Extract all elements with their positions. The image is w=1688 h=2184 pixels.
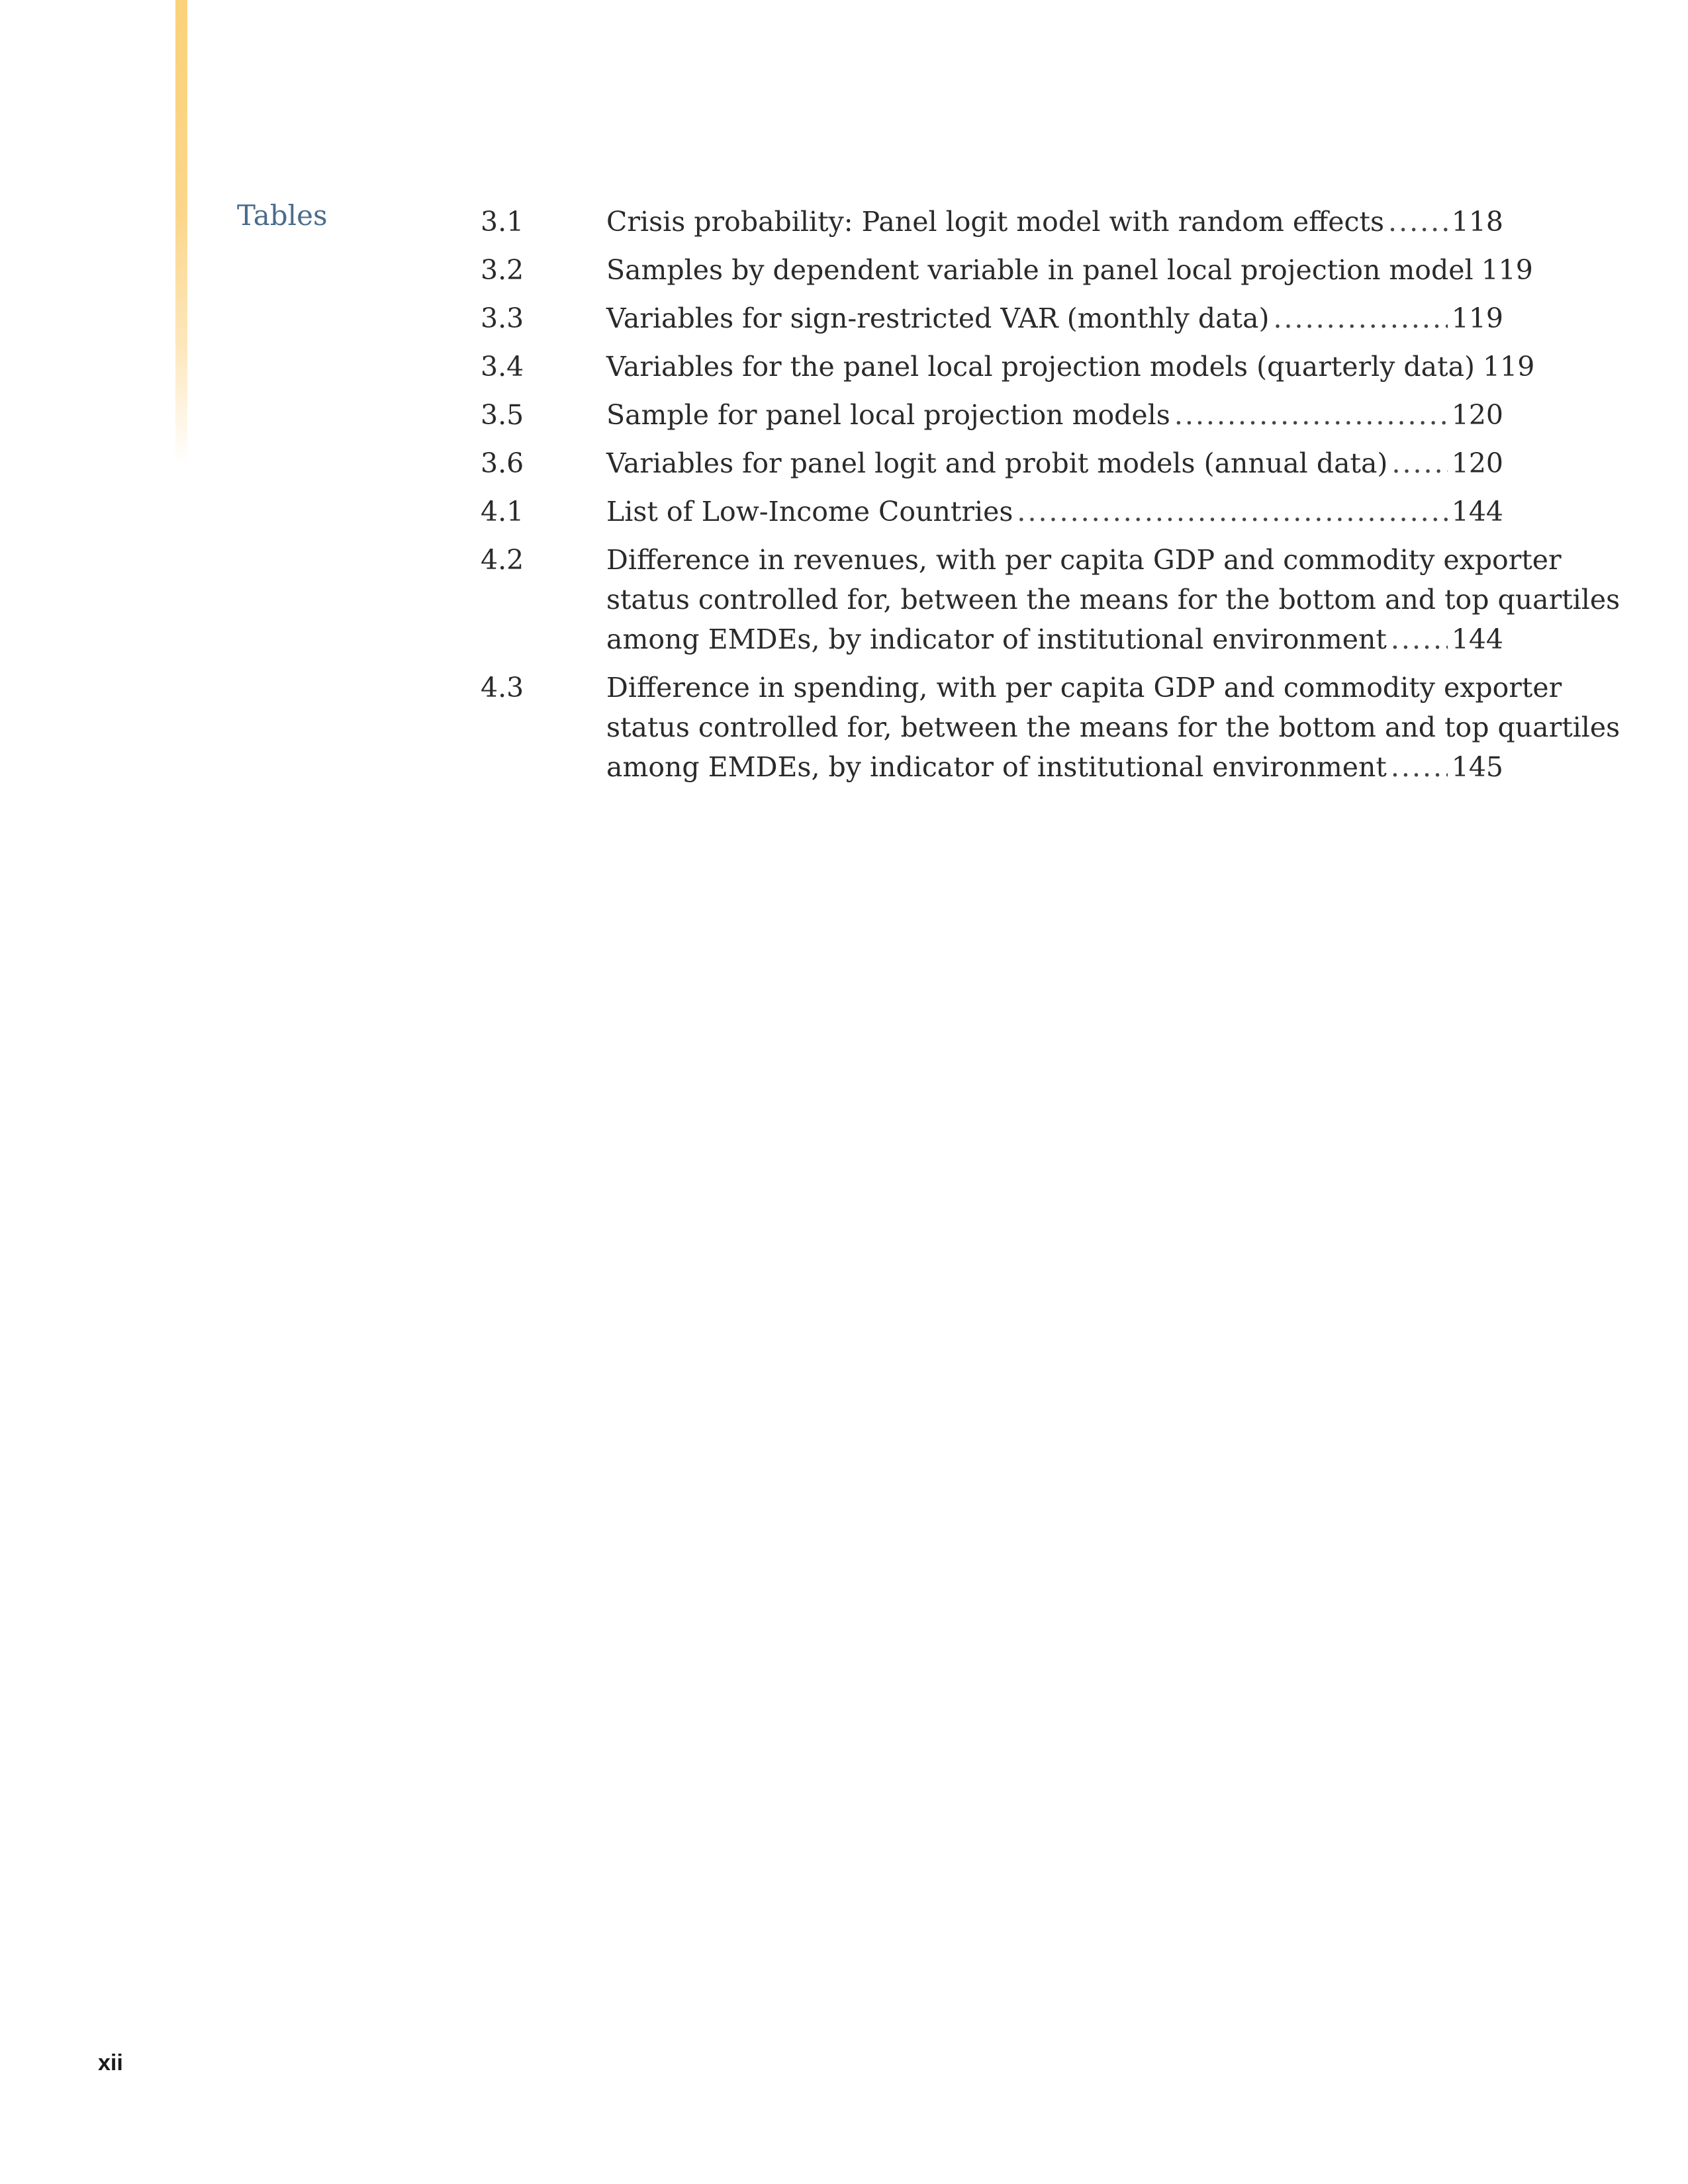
table-entry[interactable] [481, 250, 1533, 290]
table-title-line: status controlled for, between the means for the bottom and top quartiles [606, 711, 1620, 743]
page-number: 119 [1483, 351, 1535, 383]
table-title-line: status controlled for, between the means for the bottom and top quartiles [606, 584, 1620, 615]
page-number: 144 [1451, 623, 1503, 655]
table-title: among EMDEs, by indicator of institutional environment [606, 751, 1387, 783]
table-title: Sample for panel local projection models [606, 399, 1170, 431]
table-entry[interactable] [481, 298, 1503, 338]
table-title: Variables for sign-restricted VAR (monthly data) [606, 302, 1270, 334]
dot-leader [1388, 202, 1448, 242]
table-entry-body [606, 202, 1503, 242]
table-number: 4.2 [481, 544, 524, 576]
table-entry[interactable] [481, 540, 1620, 659]
table-number: 4.3 [481, 672, 524, 704]
table-number: 3.5 [481, 399, 524, 431]
table-title: Crisis probability: Panel logit model with random effects [606, 206, 1385, 238]
table-entry[interactable] [481, 395, 1503, 435]
table-title-line: Difference in revenues, with per capita GDP and commodity exporter [606, 544, 1562, 576]
table-title: among EMDEs, by indicator of institutional environment [606, 623, 1387, 655]
table-number: 3.4 [481, 351, 524, 383]
table-entry-body [606, 443, 1503, 483]
table-entry-body [606, 540, 1620, 659]
table-entry[interactable] [481, 202, 1503, 242]
table-title: List of Low-Income Countries [606, 496, 1013, 527]
table-title-line [606, 347, 1535, 387]
table-title: Samples by dependent variable in panel local projection model [606, 254, 1474, 286]
dot-leader [1273, 298, 1447, 338]
dot-leader [1391, 619, 1448, 659]
page-folio: xii [98, 2050, 123, 2075]
page-number: 118 [1451, 206, 1503, 238]
table-entry-body [606, 298, 1503, 338]
table-title: Variables for the panel local projection models (quarterly data) [606, 351, 1476, 383]
table-title-line [606, 202, 1503, 242]
table-title-line [606, 747, 1503, 787]
table-title-line [606, 298, 1503, 338]
decorative-accent-bar [175, 0, 187, 463]
page-number: 119 [1481, 254, 1533, 286]
dot-leader [1174, 395, 1448, 435]
table-entry-body [606, 395, 1503, 435]
table-number: 3.1 [481, 206, 524, 238]
table-title: Variables for panel logit and probit models (annual data) [606, 447, 1388, 479]
table-number: 4.1 [481, 496, 524, 527]
page-number: 119 [1451, 302, 1503, 334]
dot-leader [1391, 443, 1447, 483]
table-entry[interactable] [481, 492, 1503, 531]
dot-leader [1017, 492, 1447, 531]
page-number: 120 [1451, 447, 1503, 479]
table-title-line [606, 395, 1503, 435]
page-number: 120 [1451, 399, 1503, 431]
table-entry[interactable] [481, 668, 1620, 787]
table-list [481, 202, 1620, 796]
page-number: 144 [1451, 496, 1503, 527]
table-entry-body [606, 347, 1535, 387]
table-number: 3.6 [481, 447, 524, 479]
table-entry[interactable] [481, 443, 1503, 483]
table-entry-body [606, 492, 1503, 531]
page-number: 145 [1451, 751, 1503, 783]
table-entry[interactable] [481, 347, 1535, 387]
dot-leader [1391, 747, 1448, 787]
table-title-line [606, 492, 1503, 531]
table-entry-body [606, 668, 1620, 787]
section-heading: Tables [237, 199, 328, 232]
table-title-line [606, 250, 1533, 290]
table-number: 3.3 [481, 302, 524, 334]
table-title-line [606, 443, 1503, 483]
table-entry-body [606, 250, 1533, 290]
table-title-line: Difference in spending, with per capita GDP and commodity exporter [606, 672, 1562, 704]
table-number: 3.2 [481, 254, 524, 286]
table-title-line [606, 619, 1503, 659]
